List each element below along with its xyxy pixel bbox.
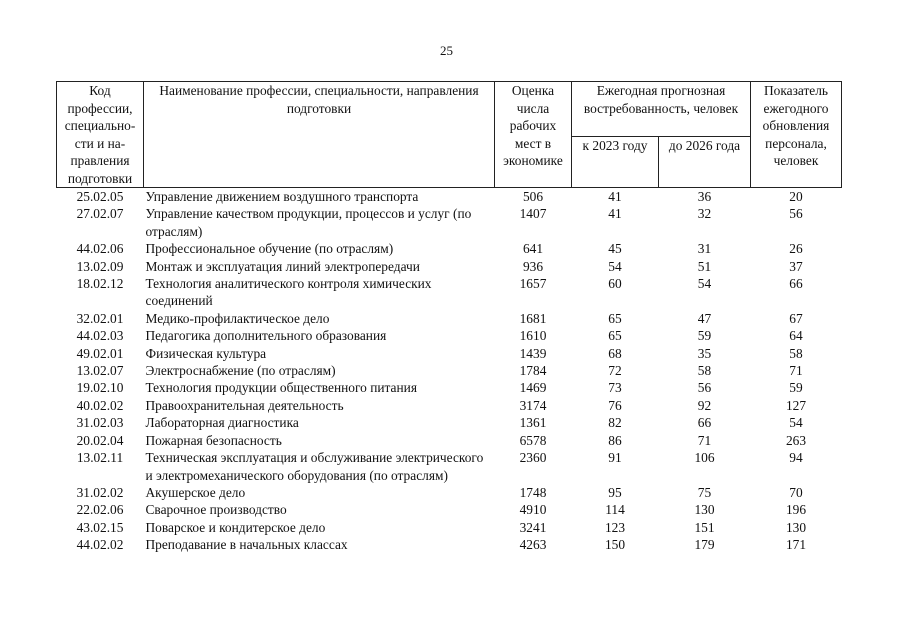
row-demand-2023: 45 — [608, 241, 622, 257]
row-demand-2023: 72 — [608, 363, 622, 379]
row-name: Правоохранительная деятельность — [145, 397, 344, 413]
table-row — [57, 519, 842, 536]
header-code: Код профессии, специально-сти и на-правления подготовки — [57, 82, 144, 188]
row-code: 13.02.11 — [76, 450, 124, 466]
row-demand-2023: 86 — [608, 432, 622, 448]
row-renewal: 127 — [785, 397, 807, 413]
row-name: Пожарная безопасность — [145, 432, 282, 448]
row-name: Технология аналитического контроля химических соединений — [145, 276, 432, 309]
row-renewal: 26 — [789, 241, 803, 257]
row-code: 13.02.07 — [76, 363, 124, 379]
table-row — [57, 240, 842, 257]
row-estimate: 936 — [522, 258, 544, 274]
row-estimate: 1407 — [519, 206, 547, 222]
row-renewal: 59 — [789, 380, 803, 396]
row-demand-2023: 68 — [608, 345, 622, 361]
row-name: Лабораторная диагностика — [145, 415, 299, 431]
row-estimate: 2360 — [519, 450, 547, 466]
row-renewal: 64 — [789, 328, 803, 344]
header-demand-2026: до 2026 года — [659, 137, 751, 188]
row-renewal: 56 — [789, 206, 803, 222]
row-code: 27.02.07 — [76, 206, 124, 222]
row-estimate: 6578 — [519, 432, 547, 448]
row-estimate: 1748 — [519, 484, 547, 500]
row-demand-2026: 106 — [694, 450, 715, 466]
row-demand-2026: 59 — [697, 328, 712, 344]
professions-table — [56, 81, 842, 554]
table-row — [57, 310, 842, 327]
header-demand-2023: к 2023 году — [572, 137, 659, 188]
row-code: 20.02.04 — [76, 432, 124, 448]
row-name: Медико-профилактическое дело — [145, 310, 330, 326]
row-demand-2026: 151 — [694, 519, 715, 535]
table-row — [57, 345, 842, 362]
row-demand-2026: 36 — [697, 189, 712, 204]
table-header — [57, 82, 842, 188]
row-renewal: 54 — [789, 415, 803, 431]
row-code: 19.02.10 — [76, 380, 124, 396]
row-name: Физическая культура — [145, 345, 267, 361]
row-name: Монтаж и эксплуатация линий электропередачи — [145, 258, 420, 274]
row-demand-2026: 35 — [697, 345, 712, 361]
header-demand: Ежегодная прогнозная востребованность, человек — [572, 82, 751, 137]
row-demand-2023: 114 — [605, 502, 625, 518]
row-name: Управление качеством продукции, процессов и услуг (по отраслям) — [145, 206, 472, 239]
table-row — [57, 397, 842, 414]
row-demand-2023: 95 — [608, 484, 622, 500]
row-code: 32.02.01 — [76, 310, 124, 326]
row-demand-2026: 47 — [697, 310, 712, 326]
row-demand-2026: 92 — [697, 397, 712, 413]
page-number: 25 — [440, 43, 453, 58]
row-code: 44.02.06 — [76, 241, 124, 257]
table-row — [57, 536, 842, 553]
row-code: 31.02.02 — [76, 484, 124, 500]
row-estimate: 3241 — [519, 519, 547, 535]
table-row — [57, 501, 842, 518]
row-estimate: 506 — [522, 189, 544, 204]
row-demand-2026: 58 — [697, 363, 712, 379]
row-name: Педагогика дополнительного образования — [145, 328, 387, 344]
row-renewal: 263 — [785, 432, 807, 448]
row-demand-2026: 75 — [697, 484, 712, 500]
row-estimate: 1469 — [519, 380, 547, 396]
row-demand-2026: 32 — [697, 206, 712, 222]
table-row — [57, 414, 842, 431]
row-demand-2023: 91 — [608, 450, 622, 466]
row-demand-2023: 41 — [608, 206, 622, 222]
table-row — [57, 188, 842, 206]
row-estimate: 1361 — [519, 415, 547, 431]
row-renewal: 196 — [785, 502, 807, 518]
row-demand-2026: 71 — [697, 432, 712, 448]
row-code: 44.02.02 — [76, 537, 124, 553]
row-demand-2023: 65 — [608, 328, 622, 344]
table-row — [57, 362, 842, 379]
row-demand-2026: 179 — [694, 537, 715, 553]
row-demand-2023: 73 — [608, 380, 622, 396]
row-demand-2023: 150 — [604, 537, 626, 553]
row-renewal: 20 — [789, 189, 803, 204]
row-renewal: 130 — [785, 519, 807, 535]
row-renewal: 94 — [789, 450, 803, 466]
row-name: Электроснабжение (по отраслям) — [145, 363, 336, 379]
row-name: Технология продукции общественного питания — [145, 380, 417, 396]
row-renewal: 71 — [789, 363, 803, 379]
row-estimate: 1784 — [519, 363, 547, 379]
row-demand-2026: 130 — [694, 502, 715, 518]
row-estimate: 641 — [522, 241, 544, 257]
row-renewal: 67 — [789, 310, 803, 326]
table-row — [57, 484, 842, 501]
row-estimate: 4910 — [519, 502, 547, 518]
row-demand-2023: 65 — [608, 310, 622, 326]
row-demand-2023: 76 — [608, 397, 622, 413]
row-renewal: 66 — [789, 276, 803, 292]
row-name: Техническая эксплуатация и обслуживание электрического и электромеханического оборудования (по отраслям) — [145, 450, 484, 483]
table-row — [57, 275, 842, 310]
table-row — [57, 449, 842, 484]
row-estimate: 1439 — [519, 345, 547, 361]
row-demand-2023: 82 — [608, 415, 622, 431]
row-demand-2026: 54 — [697, 276, 712, 292]
header-name: Наименование профессии, специальности, направления подготовки — [144, 82, 495, 188]
header-estimate: Оценка числа рабочих мест в экономике — [495, 82, 572, 188]
row-code: 31.02.03 — [76, 415, 124, 431]
row-name: Поварское и кондитерское дело — [145, 519, 326, 535]
table-row — [57, 327, 842, 344]
row-demand-2026: 51 — [697, 258, 712, 274]
row-estimate: 1657 — [519, 276, 547, 292]
table-body — [57, 188, 842, 554]
row-code: 13.02.09 — [76, 258, 124, 274]
row-code: 25.02.05 — [76, 189, 124, 204]
table-row — [57, 205, 842, 240]
row-renewal: 171 — [785, 537, 807, 553]
row-code: 18.02.12 — [76, 276, 124, 292]
row-estimate: 3174 — [519, 397, 547, 413]
row-demand-2026: 66 — [697, 415, 712, 431]
row-estimate: 4263 — [519, 537, 547, 553]
row-name: Преподавание в начальных классах — [145, 537, 348, 553]
header-renewal: Показатель ежегодного обновления персонала, человек — [751, 82, 842, 188]
row-demand-2026: 31 — [697, 241, 712, 257]
row-code: 49.02.01 — [76, 345, 124, 361]
row-estimate: 1610 — [519, 328, 547, 344]
table-row — [57, 432, 842, 449]
table-row — [57, 379, 842, 396]
row-demand-2023: 41 — [608, 189, 622, 204]
row-renewal: 58 — [789, 345, 803, 361]
row-estimate: 1681 — [519, 310, 547, 326]
row-code: 44.02.03 — [76, 328, 124, 344]
row-name: Сварочное производство — [145, 502, 287, 518]
row-code: 22.02.06 — [76, 502, 124, 518]
row-renewal: 70 — [789, 484, 803, 500]
row-name: Акушерское дело — [145, 484, 246, 500]
row-code: 40.02.02 — [76, 397, 124, 413]
row-demand-2026: 56 — [697, 380, 712, 396]
row-demand-2023: 123 — [604, 519, 626, 535]
row-code: 43.02.15 — [76, 519, 124, 535]
row-name: Управление движением воздушного транспорта — [145, 189, 419, 204]
row-demand-2023: 60 — [608, 276, 622, 292]
row-demand-2023: 54 — [608, 258, 622, 274]
row-name: Профессиональное обучение (по отраслям) — [145, 241, 394, 257]
row-renewal: 37 — [789, 258, 803, 274]
table-row — [57, 258, 842, 275]
